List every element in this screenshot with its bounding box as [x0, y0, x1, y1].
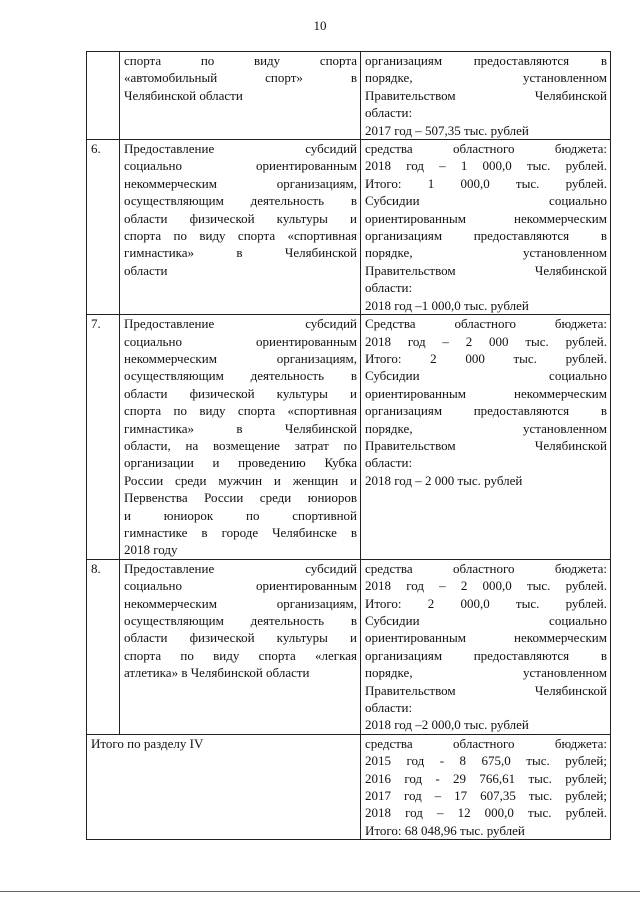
- text-line: атлетика» в Челябинской области: [124, 665, 310, 681]
- text-line: организациям предоставляются в: [365, 53, 607, 68]
- text-line: 2018 год – 12 000,0 тыс. рублей.: [365, 805, 607, 821]
- text-line: организации и проведению Кубка: [124, 455, 357, 471]
- measure-description: [120, 52, 361, 140]
- funding-description: [361, 315, 611, 560]
- text-line: Итого: 2 000,0 тыс. рублей.: [365, 595, 607, 611]
- budget-table: [86, 51, 611, 840]
- total-label: Итого по разделу IV: [87, 734, 361, 839]
- text-line: гимнастика» в Челябинской: [124, 420, 357, 436]
- text-line: спорта по виду спорта: [124, 53, 357, 68]
- text-line: средства областного бюджета:: [365, 560, 607, 576]
- text-line: области: [124, 262, 168, 278]
- text-line: порядке, установленном: [365, 70, 607, 86]
- text-line: организациям предоставляются в: [365, 228, 607, 244]
- text-line: «автомобильный спорт» в: [124, 70, 357, 86]
- text-line: Челябинской области: [124, 87, 243, 103]
- text-line: 2017 год – 17 607,35 тыс. рублей;: [365, 788, 607, 804]
- text-line: Правительством Челябинской: [365, 262, 607, 278]
- text-line: организациям предоставляются в: [365, 403, 607, 419]
- text-line: гимнастика» в Челябинской: [124, 245, 357, 261]
- text-line: Правительством Челябинской: [365, 682, 607, 698]
- text-line: организациям предоставляются в: [365, 647, 607, 663]
- text-line: некоммерческим организациям,: [124, 350, 357, 366]
- table-row: [87, 52, 611, 140]
- text-line: 2018 год – 1 000,0 тыс. рублей.: [365, 158, 607, 174]
- text-line: спорта по виду спорта «спортивная: [124, 228, 357, 244]
- funding-description: [361, 559, 611, 734]
- text-line: средства областного бюджета:: [365, 141, 607, 157]
- text-line: области:: [365, 700, 413, 716]
- text-line: 2018 год – 2 000 тыс. рублей.: [365, 333, 607, 349]
- table-row: [87, 559, 611, 734]
- text-line: Правительством Челябинской: [365, 87, 607, 103]
- text-line: ориентированным некоммерческим: [365, 210, 607, 226]
- measure-description: [120, 559, 361, 734]
- text-line: Итого: 2 000 тыс. рублей.: [365, 350, 607, 366]
- text-line: спорта по виду спорта «легкая: [124, 647, 357, 663]
- text-line: 2016 год - 29 766,61 тыс. рублей;: [365, 770, 607, 786]
- text-line: порядке, установленном: [365, 245, 607, 261]
- text-line: Средства областного бюджета:: [365, 316, 607, 332]
- text-line: 2018 год –1 000,0 тыс. рублей: [365, 297, 529, 313]
- text-line: России среди мужчин и женщин и: [124, 472, 357, 488]
- text-line: осуществляющим деятельность в: [124, 193, 357, 209]
- text-line: осуществляющим деятельность в: [124, 368, 357, 384]
- text-line: порядке, установленном: [365, 420, 607, 436]
- text-line: социально ориентированным: [124, 158, 357, 174]
- text-line: Предоставление субсидий: [124, 560, 357, 576]
- text-line: Итого: 68 048,96 тыс. рублей: [365, 822, 525, 838]
- measure-description: [120, 140, 361, 315]
- text-line: Предоставление субсидий: [124, 141, 357, 157]
- text-line: 2018 год – 2 000 тыс. рублей: [365, 472, 523, 488]
- text-line: 2018 году: [124, 542, 178, 558]
- page-number: 10: [313, 18, 327, 33]
- text-line: области физической культуры и: [124, 210, 357, 226]
- text-line: некоммерческим организациям,: [124, 175, 357, 191]
- text-line: 2017 год – 507,35 тыс. рублей: [365, 122, 529, 138]
- text-line: области, на возмещение затрат по: [124, 437, 357, 453]
- funding-description: [361, 52, 611, 140]
- table-row: [87, 315, 611, 560]
- table-row: [87, 140, 611, 315]
- row-number: [87, 52, 120, 140]
- text-line: 2018 год –2 000,0 тыс. рублей: [365, 717, 529, 733]
- text-line: области:: [365, 105, 413, 121]
- text-line: Субсидии социально: [365, 613, 607, 628]
- text-line: социально ориентированным: [124, 578, 357, 594]
- text-line: области:: [365, 455, 413, 471]
- table-body: [87, 52, 611, 840]
- text-line: ориентированным некоммерческим: [365, 630, 607, 646]
- page-bottom-rule: [0, 891, 640, 892]
- row-number: 8.: [87, 559, 120, 734]
- text-line: области физической культуры и: [124, 385, 357, 401]
- text-line: области:: [365, 280, 413, 296]
- text-line: Предоставление субсидий: [124, 316, 357, 332]
- text-line: Субсидии социально: [365, 368, 607, 384]
- measure-description: [120, 315, 361, 560]
- text-line: средства областного бюджета:: [365, 735, 607, 751]
- text-line: области физической культуры и: [124, 630, 357, 646]
- text-line: некоммерческим организациям,: [124, 595, 357, 611]
- text-line: ориентированным некоммерческим: [365, 385, 607, 401]
- text-line: спорта по виду спорта «спортивная: [124, 403, 357, 419]
- text-line: Правительством Челябинской: [365, 437, 607, 453]
- row-number: 7.: [87, 315, 120, 560]
- total-row: [87, 734, 611, 839]
- text-line: гимнастике в городе Челябинске в: [124, 524, 357, 540]
- text-line: осуществляющим деятельность в: [124, 613, 357, 628]
- total-funding: [361, 734, 611, 839]
- text-line: социально ориентированным: [124, 333, 357, 349]
- text-line: Субсидии социально: [365, 193, 607, 209]
- funding-description: [361, 140, 611, 315]
- text-line: 2015 год - 8 675,0 тыс. рублей;: [365, 753, 607, 769]
- text-line: и юниорок по спортивной: [124, 507, 357, 523]
- row-number: 6.: [87, 140, 120, 315]
- text-line: Первенства России среди юниоров: [124, 490, 357, 506]
- text-line: 2018 год – 2 000,0 тыс. рублей.: [365, 578, 607, 594]
- text-line: порядке, установленном: [365, 665, 607, 681]
- text-line: Итого: 1 000,0 тыс. рублей.: [365, 175, 607, 191]
